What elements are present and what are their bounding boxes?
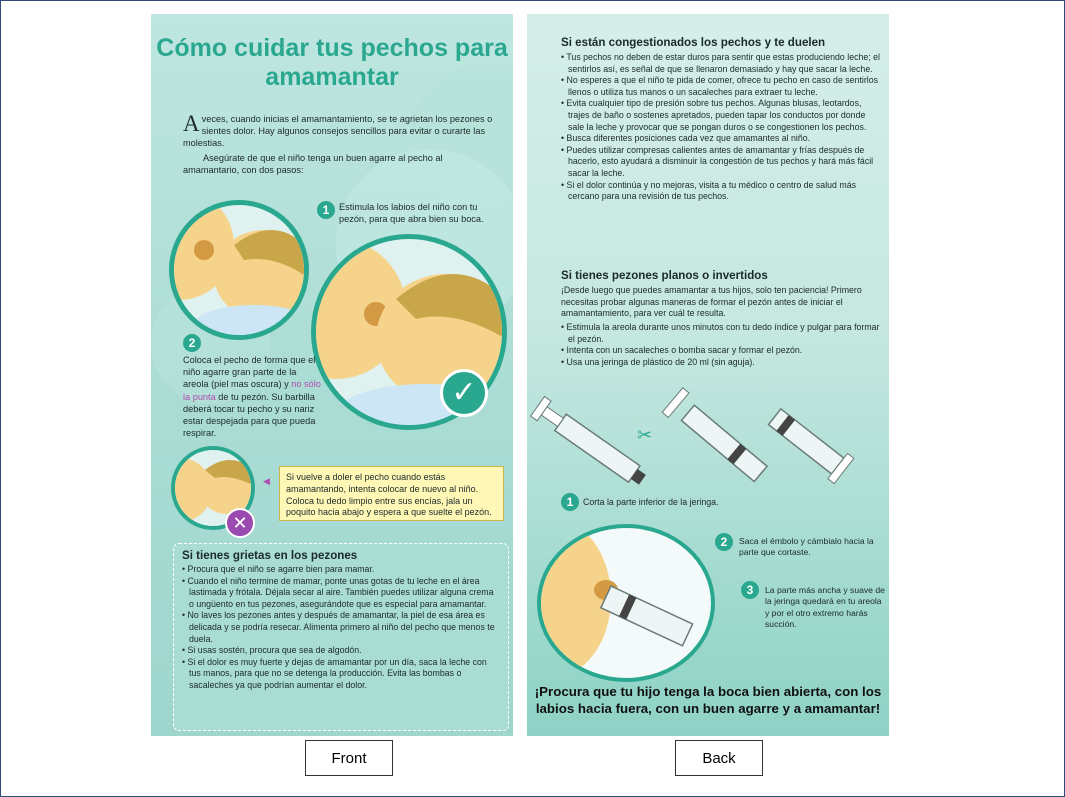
list-item: • Cuando el niño termine de mamar, ponte unas gotas de tu leche en el área lastimada y frótala. Déjala secar al aire. También puedes utilizar alguna crema o ungüento en tus pezones, asegurándote que es especial para amamantar. [182, 576, 497, 611]
front-label: Front [305, 740, 393, 776]
flat-intro: ¡Desde luego que puedes amamantar a tus hijos, solo ten paciencia! Primero necesitas probar algunas maneras de formar el pezón antes de iniciar el amamantamiento, para ver cuál te resulta. [561, 285, 862, 319]
checkmark-icon: ✓ [440, 369, 488, 417]
step2-text-a: Coloca el pecho de forma que el niño agarre gran parte de la areola (piel mas oscura) y [183, 355, 316, 390]
syr-step3-text: La parte más ancha y suave de la jeringa quedará en tu areola y por el otro extremo harás succión. [765, 585, 885, 630]
step1-number: 1 [317, 201, 335, 219]
syr-step2-number: 2 [715, 533, 733, 551]
syr-step1-text: Corta la parte inferior de la jeringa. [583, 497, 719, 507]
list-item: • Si el dolor es muy fuerte y dejas de amamantar por un día, saca la leche con tus manos, para que no se detenga la producción. Evita las bombas o sacaleches ya que podrían aumentar el dolor. [182, 657, 497, 692]
wrong-x-icon: ✕ [225, 508, 255, 538]
list-item: • Evita cualquier tipo de presión sobre tus pechos. Algunas blusas, leotardos, trajes de baño o sostenes apretados, pueden tapar los conductos por donde sale la leche y provocar que se pongan duros o se congestionen los pechos. [561, 98, 881, 133]
congested-title: Si están congestionados los pechos y te duelen [561, 36, 826, 49]
front-panel [151, 14, 513, 736]
scissors-icon: ✂ [637, 425, 653, 445]
syringe-use-illustration [537, 524, 715, 682]
list-item: • Procura que el niño se agarre bien para mamar. [182, 564, 497, 576]
list-item: • Usa una jeringa de plástico de 20 ml (sin aguja). [561, 357, 881, 369]
list-item: • Tus pechos no deben de estar duros para sentir que estas produciendo leche; el sentirlos así, es señal de que se llenaron demasiado y hay que sacar la leche. [561, 52, 881, 75]
intro-text-2: Asegúrate de que el niño tenga un buen agarre al pecho al amamantario, con dos pasos: [183, 153, 443, 176]
step2-highlight: no sólo la punta [183, 379, 321, 402]
step2-text-b: de tu pezón. Su barbilla deberá tocar tu pecho y su nariz estar despejada para que pueda respirar. [183, 391, 316, 439]
step2-number: 2 [183, 334, 201, 352]
syr-step2-text: Saca el émbolo y cámbialo hacia la parte que cortaste. [739, 536, 874, 558]
list-item: • No laves los pezones antes y después de amamantar, la piel de esa área es delicada y se podría resecar. Alimenta primero al niño del pecho que menos te duela. [182, 610, 497, 645]
intro-text: veces, cuando inicias el amamantamiento, se te agrietan los pezones o sientes dolor. Hay algunos consejos sencillos para evitar o curarte las molestias. [183, 114, 493, 149]
syringe-cut-icon [531, 396, 653, 489]
list-item: • Si usas sostén, procura que sea de algodón. [182, 645, 497, 657]
flat-title: Si tienes pezones planos o invertidos [561, 269, 768, 282]
pointer-arrow-icon: ◀ [263, 476, 270, 486]
list-item: • Puedes utilizar compresas calientes antes de amamantar y frías después de hacerlo, esto ayudará a disminuir la congestión de tus pechos y hará más fácil sacar la leche. [561, 145, 881, 180]
syr-step1-number: 1 [561, 493, 579, 511]
step1-text: Estimula los labios del niño con tu pezón, para que abra bien su boca. [339, 202, 484, 225]
flat-list [561, 322, 881, 368]
syringe-breast-icon [541, 528, 711, 678]
list-item: • Estimula la areola durante unos minutos con tu dedo índice y pulgar para formar el pezón. [561, 322, 881, 345]
syringe-plunger-icon [662, 388, 771, 486]
cracks-title: Si tienes grietas en los pezones [182, 549, 358, 562]
list-item: • Intenta con un sacaleches o bomba sacar y formar el pezón. [561, 345, 881, 357]
back-label: Back [675, 740, 763, 776]
syringe-reversed-icon [765, 404, 854, 483]
syringe-steps-illustration [527, 386, 889, 506]
intro-paragraph [183, 113, 493, 150]
congested-list [561, 52, 881, 203]
list-item: • Busca diferentes posiciones cada vez que amamantes al niño. [561, 133, 881, 145]
reattach-note: Si vuelve a doler el pecho cuando estás amamantando, intenta colocar de nuevo al niño. Coloca tu dedo limpio entre sus encías, jala un poquito hacia abajo y espera a que suelte el pezón. [279, 466, 504, 521]
syr-step3-number: 3 [741, 581, 759, 599]
front-title: Cómo cuidar tus pechos para amamantar [156, 34, 508, 91]
list-item: • Si el dolor continúa y no mejoras, visita a tu médico o centro de salud más cercano para una revisión de tus pechos. [561, 180, 881, 203]
call-to-action: ¡Procura que tu hijo tenga la boca bien abierta, con los labios hacia fuera, con un buen agarre y a amamantar! [534, 684, 882, 716]
intro-dropcap: A [183, 111, 200, 136]
baby-nursing-icon [174, 205, 304, 335]
step2-text [183, 354, 323, 439]
baby-illustration-small [169, 200, 309, 340]
cracks-list [182, 564, 497, 692]
back-panel [527, 14, 889, 736]
list-item: • No esperes a que el niño te pida de comer, ofrece tu pecho en caso de sentirlos llenos o utiliza tus manos o un sacaleches para extraer tu leche. [561, 75, 881, 98]
